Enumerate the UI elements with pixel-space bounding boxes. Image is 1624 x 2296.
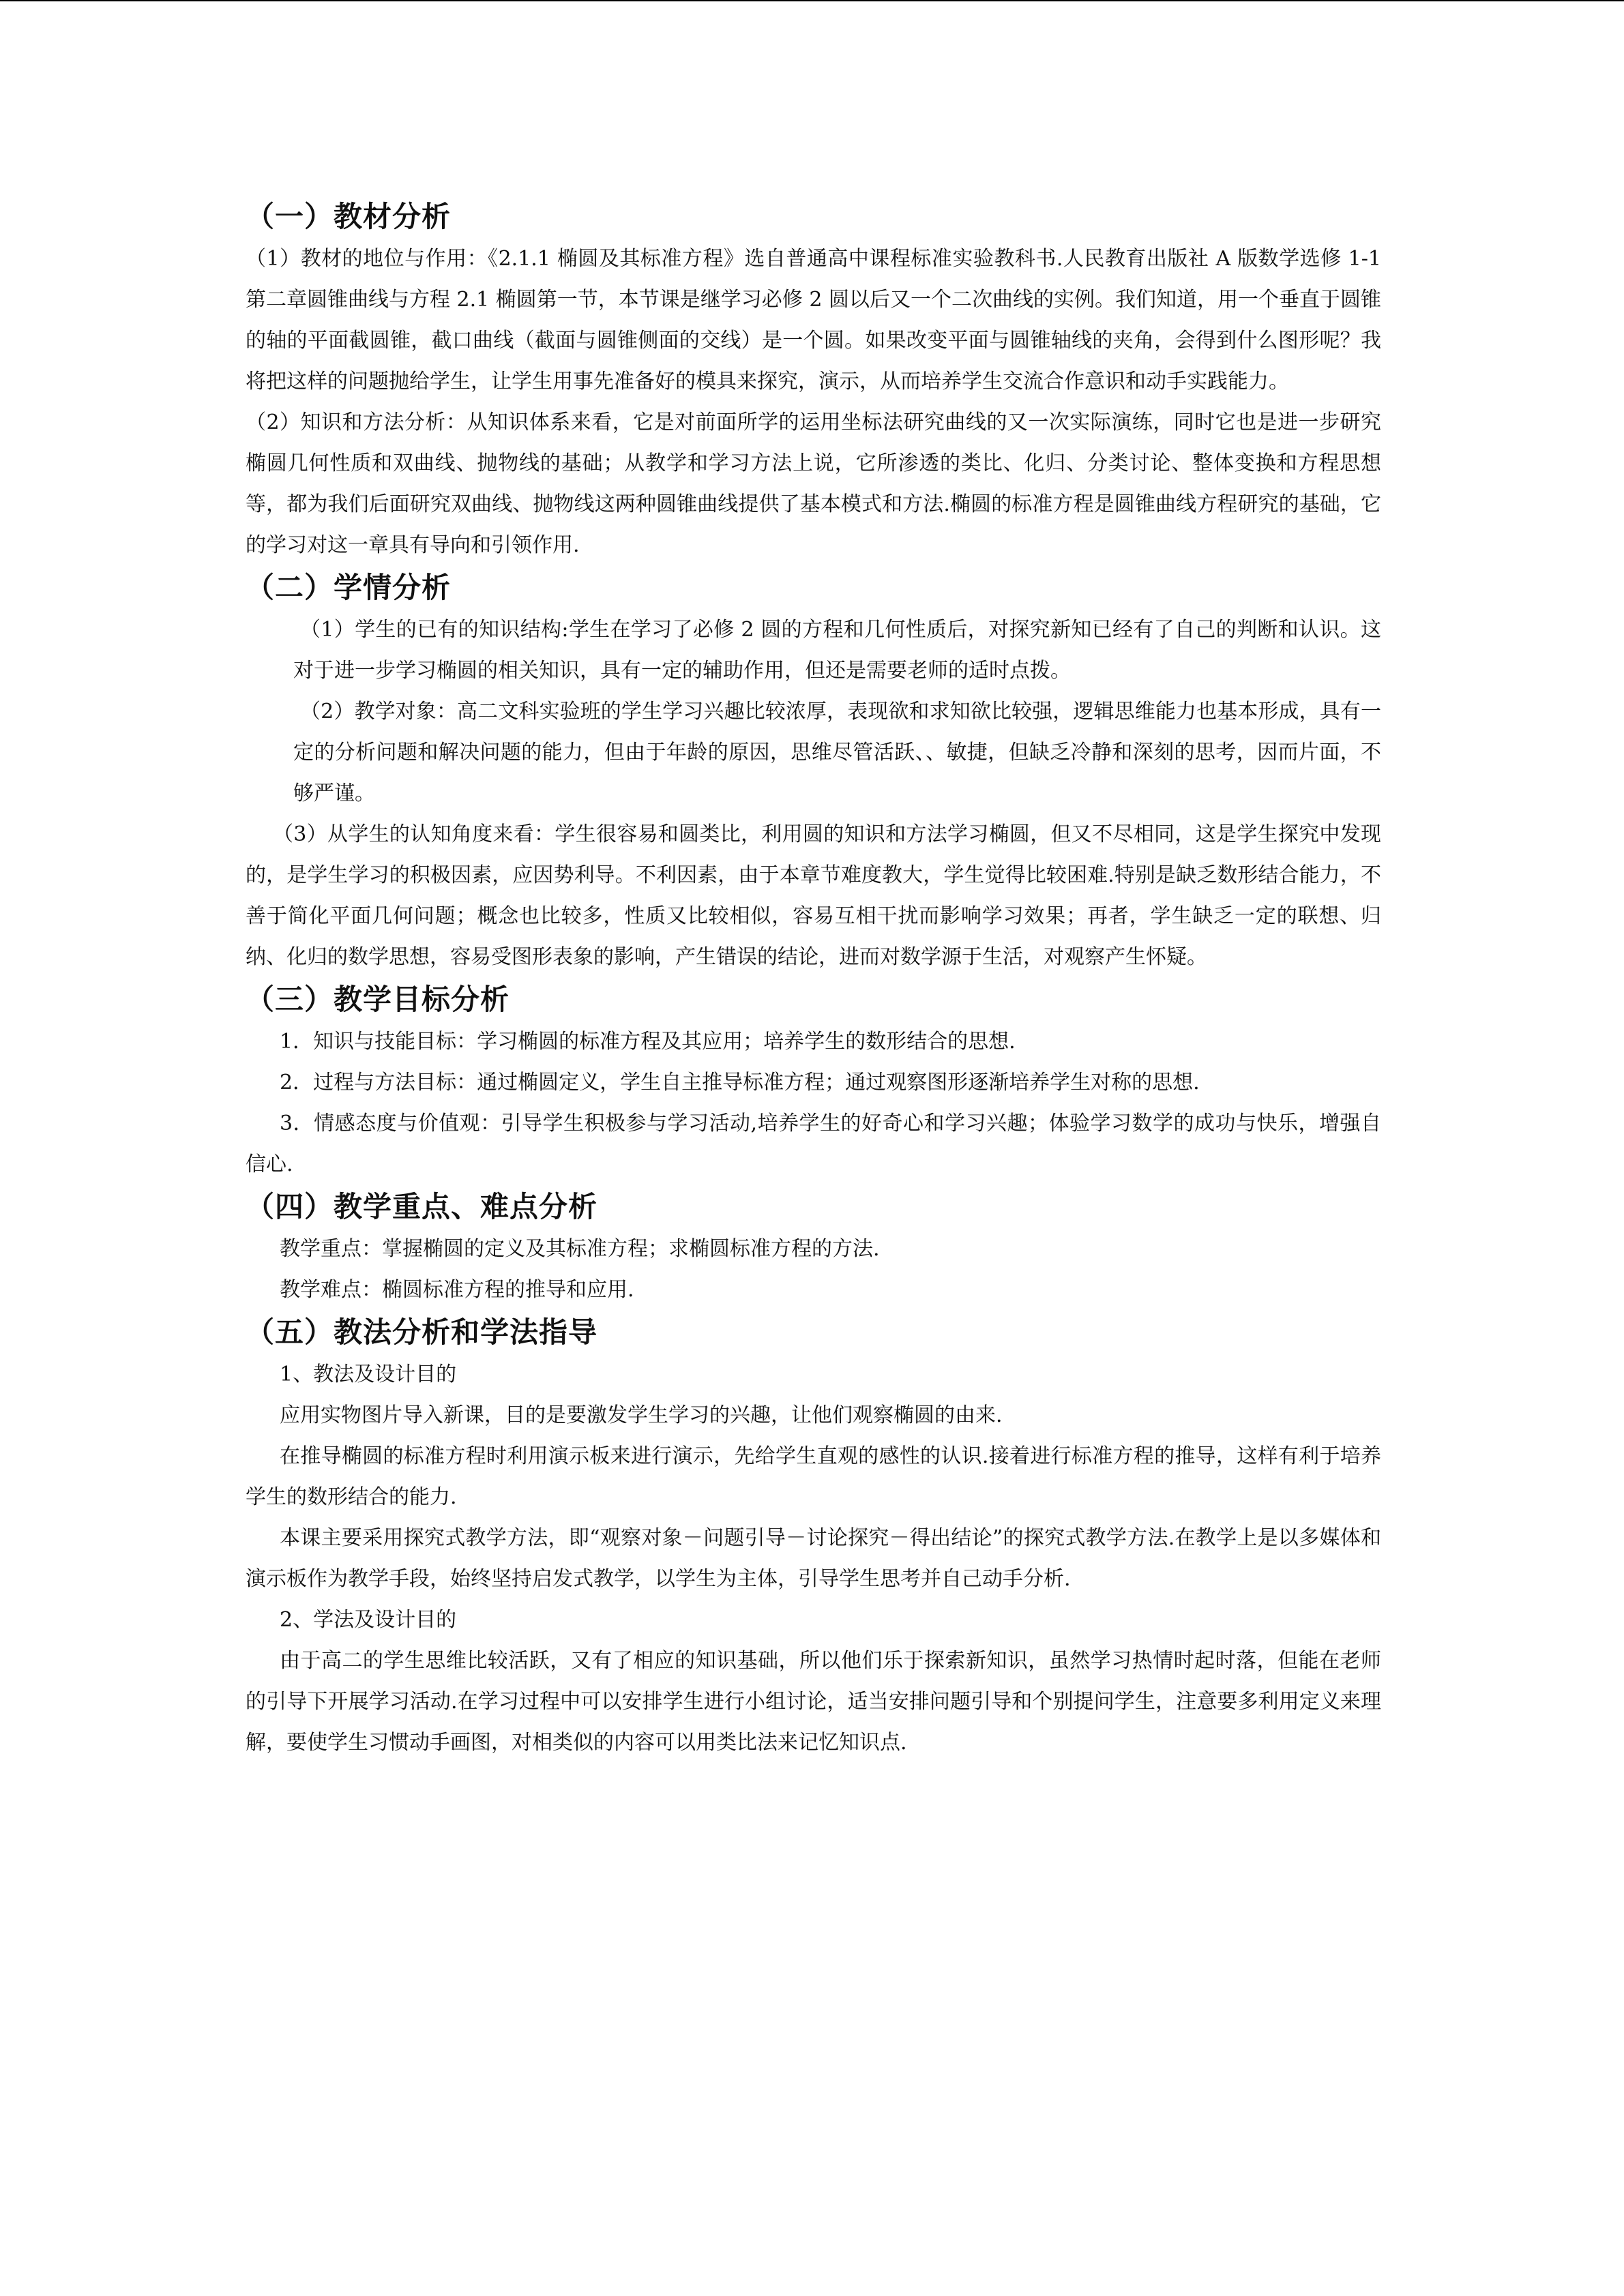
section-textbook-analysis: [246, 195, 1381, 566]
section-heading: （三）教学目标分析: [246, 983, 510, 1016]
section-teaching-goals: [246, 978, 1381, 1185]
paragraph: 2．过程与方法目标：通过椭圆定义，学生自主推导标准方程；通过观察图形逐渐培养学生对称的思想.: [280, 1071, 1200, 1094]
section-heading: （二）学情分析: [246, 571, 452, 604]
section-heading: （五）教法分析和学法指导: [246, 1315, 598, 1349]
subheading: 1、教法及设计目的: [280, 1362, 457, 1386]
paragraph: （2）知识和方法分析：从知识体系来看，它是对前面所学的运用坐标法研究曲线的又一次实际演练，同时它也是进一步研究椭圆几何性质和双曲线、抛物线的基础；从教学和学习方法上说，它所渗透的类比、化归、分类讨论、整体变换和方程思想等，都为我们后面研究双曲线、抛物线这两种圆锥曲线提供了基本模式和方法.椭圆的标准方程是圆锥曲线方程研究的基础，它的学习对这一章具有导向和引领作用.: [246, 411, 1381, 557]
paragraph: （2）教学对象：高二文科实验班的学生学习兴趣比较浓厚，表现欲和求知欲比较强，逻辑思维能力也基本形成，具有一定的分析问题和解决问题的能力，但由于年龄的原因，思维尽管活跃、、敏捷，但缺乏冷静和深刻的思考，因而片面，不够严谨。: [293, 700, 1381, 805]
page-top-border: [0, 0, 1624, 1]
paragraph: 在推导椭圆的标准方程时利用演示板来进行演示，先给学生直观的感性的认识.接着进行标准方程的推导，这样有利于培养学生的数形结合的能力.: [246, 1444, 1381, 1509]
paragraph: （3）从学生的认知角度来看：学生很容易和圆类比，利用圆的知识和方法学习椭圆，但又不尽相同，这是学生探究中发现的，是学生学习的积极因素，应因势利导。不利因素，由于本章节难度教大，学生觉得比较困难.特别是缺乏数形结合能力，不善于简化平面几何问题；概念也比较多，性质又比较相似，容易互相干扰而影响学习效果；再者，学生缺乏一定的联想、归纳、化归的数学思想，容易受图形表象的影响，产生错误的结论，进而对数学源于生活，对观察产生怀疑。: [246, 822, 1381, 969]
document-page: [246, 184, 1381, 1763]
paragraph: 教学难点：椭圆标准方程的推导和应用.: [280, 1278, 634, 1302]
paragraph: 由于高二的学生思维比较活跃，又有了相应的知识基础，所以他们乐于探索新知识，虽然学习热情时起时落，但能在老师的引导下开展学习活动.在学习过程中可以安排学生进行小组讨论，适当安排问题引导和个别提问学生，注意要多利用定义来理解，要使学生习惯动手画图，对相类似的内容可以用类比法来记忆知识点.: [246, 1649, 1381, 1755]
paragraph: 本课主要采用探究式教学方法，即“观察对象－问题引导－讨论探究－得出结论”的探究式教学方法.在教学上是以多媒体和演示板作为教学手段，始终坚持启发式教学，以学生为主体，引导学生思考并自己动手分析.: [246, 1526, 1381, 1591]
section-teaching-method: [246, 1311, 1381, 1763]
indented-block: [246, 610, 1381, 814]
paragraph: 应用实物图片导入新课，目的是要激发学生学习的兴趣，让他们观察椭圆的由来.: [280, 1403, 1003, 1427]
section-heading: （一）教材分析: [246, 200, 452, 233]
paragraph: （1）教材的地位与作用：《2.1.1 椭圆及其标准方程》选自普通高中课程标准实验教科书.人民教育出版社 A 版数学选修 1-1 第二章圆锥曲线与方程 2.1 椭圆第一节，本节课是继学习必修 2 圆以后又一个二次曲线的实例。我们知道，用一个垂直于圆锥的轴的平面截圆锥，截口曲线（截面与圆锥侧面的交线）是一个圆。如果改变平面与圆锥轴线的夹角，会得到什么图形呢？我将把这样的问题抛给学生，让学生用事先准备好的模具来探究，演示，从而培养学生交流合作意识和动手实践能力。: [246, 247, 1381, 393]
paragraph: 3．情感态度与价值观：引导学生积极参与学习活动,培养学生的好奇心和学习兴趣；体验学习数学的成功与快乐，增强自信心.: [246, 1112, 1381, 1176]
section-heading: （四）教学重点、难点分析: [246, 1190, 598, 1223]
section-key-difficult-points: [246, 1185, 1381, 1311]
section-student-analysis: [246, 566, 1381, 978]
paragraph: 1．知识与技能目标：学习椭圆的标准方程及其应用；培养学生的数形结合的思想.: [280, 1030, 1016, 1054]
paragraph: （1）学生的已有的知识结构:学生在学习了必修 2 圆的方程和几何性质后，对探究新知已经有了自己的判断和认识。这对于进一步学习椭圆的相关知识，具有一定的辅助作用，但还是需要老师的适时点拨。: [293, 618, 1381, 683]
subheading: 2、学法及设计目的: [280, 1608, 457, 1632]
paragraph: 教学重点：掌握椭圆的定义及其标准方程；求椭圆标准方程的方法.: [280, 1237, 880, 1261]
